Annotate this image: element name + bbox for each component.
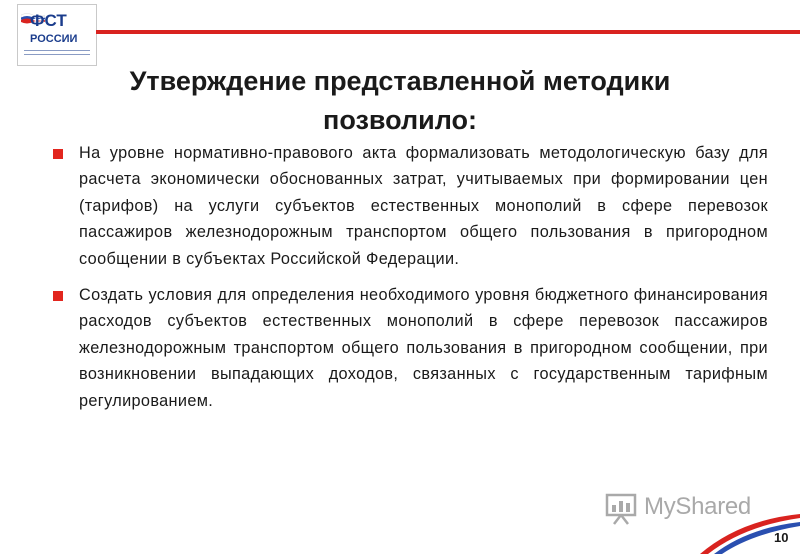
- page-number: 10: [774, 530, 789, 545]
- presentation-board-icon: [604, 491, 638, 525]
- slide-title-line-1: Утверждение представленной методики: [129, 66, 671, 96]
- watermark-text: MyShared: [644, 493, 751, 520]
- logo-country: РОССИИ: [30, 33, 78, 45]
- logo-abbreviation: ФСТ: [30, 11, 67, 30]
- slide-title: [60, 62, 740, 140]
- bullet-item: [52, 282, 768, 414]
- fst-logo: [17, 4, 97, 66]
- header-rule: [96, 30, 800, 34]
- bullet-square-icon: [53, 291, 63, 301]
- bullet-item: [52, 140, 768, 272]
- logo-underline: [24, 50, 90, 55]
- tricolor-swoosh-icon: [700, 500, 800, 554]
- bullet-text: На уровне нормативно-правового акта формализовать методологическую базу для расчета экономически обоснованных затрат, учитываемых при формировании цен (тарифов) на услуги субъектов естественных монополий в сфере перевозок пассажиров железнодорожным транспортом общего пользования в пригородном сообщении в субъектах Российской Федерации.: [79, 144, 768, 268]
- bullet-list: [52, 140, 768, 424]
- slide-title-line-2: позволило:: [323, 105, 477, 135]
- bullet-text: Создать условия для определения необходимого уровня бюджетного финансирования расходов субъектов естественных монополий в сфере перевозок пассажиров железнодорожным транспортом общего пользования в пригородном сообщении, при возникновении выпадающих доходов, связанных с государственным тарифным регулированием.: [79, 286, 768, 410]
- bullet-square-icon: [53, 149, 63, 159]
